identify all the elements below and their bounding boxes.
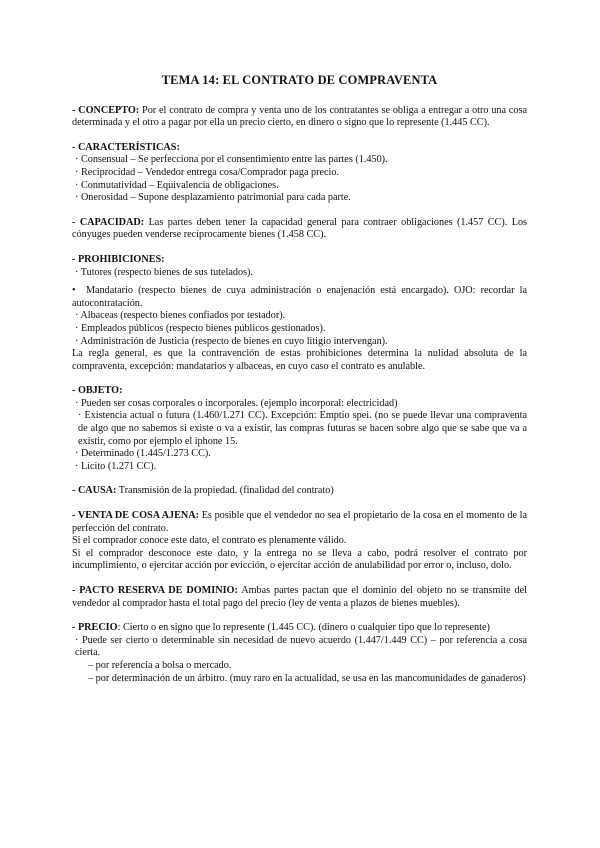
section-venta-cosa-ajena [72, 510, 527, 573]
caracteristicas-heading: - CARACTERÍSTICAS: [72, 141, 180, 153]
pacto-paragraph [72, 585, 527, 610]
section-concepto [72, 105, 527, 130]
document-title: TEMA 14: EL CONTRATO DE COMPRAVENTA [161, 73, 438, 87]
bullet-icon: • [72, 285, 76, 297]
precio-text: : Cierto o en signo que lo represente (1.445 CC). (dinero o cualquier tipo que lo represente) [117, 622, 490, 634]
precio-paragraph [72, 622, 527, 635]
venta-ajena-line: Si el comprador conoce este dato, el contrato es plenamente válido. [72, 535, 347, 547]
section-pacto-reserva [72, 585, 527, 610]
pacto-text: Ambas partes pactan que el dominio del objeto no se transmite del vendedor al comprador hasta el total pago del precio (ley de venta a plazos de bienes muebles). [72, 585, 527, 609]
venta-ajena-heading: - VENTA DE COSA AJENA: [72, 510, 199, 522]
venta-ajena-text: Es posible que el vendedor no sea el propietario de la cosa en el momento de la perfección del contrato. [72, 510, 528, 534]
list-item: · Consensual – Se perfecciona por el consentimiento entre las partes (1.450). [75, 154, 388, 166]
pacto-heading: - PACTO RESERVA DE DOMINIO: [72, 585, 238, 596]
causa-heading: - CAUSA: [72, 485, 117, 497]
section-causa [72, 485, 527, 498]
causa-text: Transmisión de la propiedad. (finalidad del contrato) [116, 485, 334, 497]
list-item: · Pueden ser cosas corporales o incorporales. (ejemplo incorporal: electricidad) [75, 397, 398, 409]
list-item: · Reciprocidad – Vendedor entrega cosa/Comprador paga precio. [75, 166, 340, 178]
prohibiciones-regla: La regla general, es que la contravención de estas prohibiciones determina la nulidad absoluta de la compraventa, excepción: mandatarios y albaceas, en cuyo caso el contrato es anulable. [72, 348, 527, 372]
section-objeto [72, 385, 527, 473]
section-precio [72, 622, 527, 685]
concepto-heading: - CONCEPTO: [72, 104, 140, 116]
list-item: · Empleados públicos (respecto bienes públicos gestionados). [75, 322, 326, 334]
concepto-paragraph [72, 105, 527, 130]
capacidad-heading: - CAPACIDAD: [72, 216, 145, 228]
list-item: · Onerosidad – Supone desplazamiento patrimonial para cada parte. [75, 192, 351, 204]
list-item: · Determinado (1.445/1.273 CC). [75, 448, 211, 460]
list-item: – por referencia a bolsa o mercado. [88, 659, 232, 671]
section-capacidad [72, 217, 527, 242]
list-item: · Tutores (respecto bienes de sus tutelados). [75, 266, 253, 278]
mandatario-text: Mandatario (respecto bienes de cuya administración o enajenación está encargado). OJO: recordar la autocontratación. [72, 285, 527, 309]
venta-ajena-line: Si el comprador desconoce este dato, y la entrega no se lleva a cabo, podrá resolver el contrato por incumplimiento, o ejercitar acción por evicción, o ejercitar acción de anulabilidad por error o, incluso, dolo. [72, 547, 527, 572]
section-caracteristicas [72, 142, 527, 205]
list-item: · Conmutatividad – Equivalencia de obligaciones. [75, 179, 279, 191]
capacidad-paragraph [72, 217, 527, 242]
capacidad-text: Las partes deben tener la capacidad general para contraer obligaciones (1.457 CC). Los cónyuges pueden venderse recíprocamente bienes (1.458 CC). [72, 216, 528, 241]
section-prohibiciones [72, 254, 527, 373]
list-item: · Administración de Justicia (respecto de bienes en cuyo litigio intervengan). [75, 335, 388, 347]
list-item: – por determinación de un árbitro. (muy raro en la actualidad, se usa en las mancomunidades de ganaderos) [88, 672, 526, 684]
causa-paragraph [72, 485, 527, 498]
list-item: · Puede ser cierto o determinable sin necesidad de nuevo acuerdo (1.447/1.449 CC) – por referencia a cosa cierta. [75, 634, 527, 659]
prohibiciones-heading: - PROHIBICIONES: [72, 253, 165, 265]
list-item: · Lícito (1.271 CC). [75, 460, 157, 472]
concepto-text: Por el contrato de compra y venta uno de los contratantes se obliga a entregar a otro una cosa determinada y el otro a pagar por ella un precio cierto, en dinero o signo que lo represente (1.445 CC). [72, 104, 527, 129]
list-item [72, 285, 527, 310]
list-item: · Albaceas (respecto bienes confiados por testador). [75, 310, 286, 322]
precio-heading: - PRECIO [72, 622, 118, 634]
objeto-heading: - OBJETO: [72, 385, 123, 397]
venta-ajena-paragraph [72, 510, 527, 535]
list-item: · Existencia actual o futura (1.460/1.271 CC). Excepción: Emptio spei. (no se puede llevar una compraventa de algo que no sabemos si existe o va a existir, las compras futuras se hacen sobre algo que se sabe que va a existir, como por ejemplo el iphone 15. [78, 410, 527, 447]
